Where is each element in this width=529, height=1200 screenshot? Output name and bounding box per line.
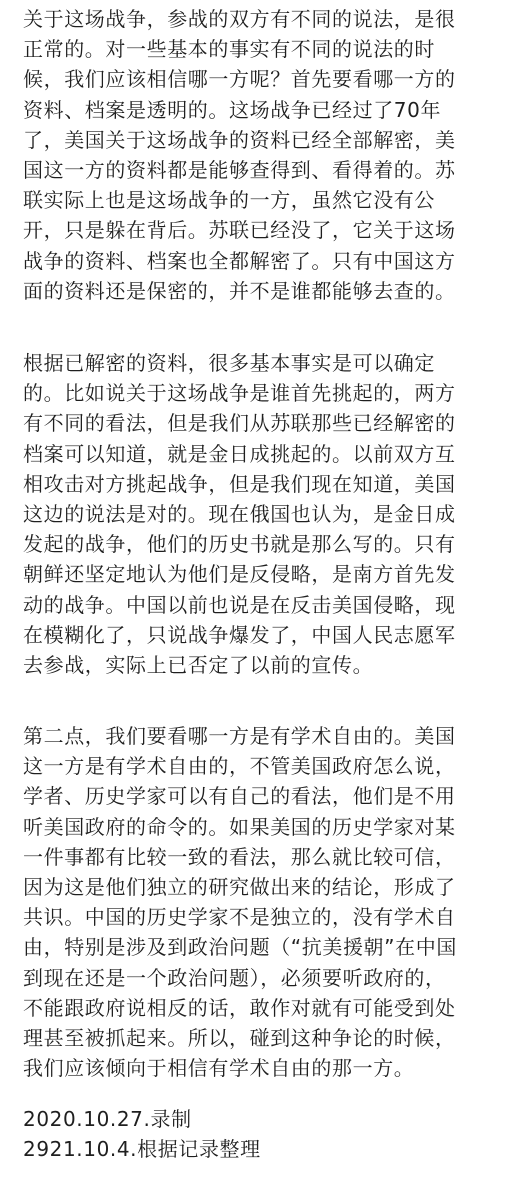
text-line: 在模糊化了，只说战争爆发了，中国人民志愿军	[23, 622, 456, 647]
text-line: 的。比如说关于这场战争是谁首先挑起的，两方	[23, 381, 456, 406]
paragraph-3	[23, 721, 457, 1083]
text-line: 发起的战争，他们的历史书就是那么写的。只有	[23, 532, 456, 557]
text-line: 由，特别是涉及到政治问题（“抗美援朝”在中国	[23, 935, 457, 960]
text-line: 共识。中国的历史学家不是独立的，没有学术自	[23, 905, 456, 930]
text-line: 关于这场战争，参战的双方有不同的说法，是很	[23, 7, 456, 31]
text-line: 动的战争。中国以前也说是在反击美国侵略，现	[23, 592, 456, 617]
text-line: 档案可以知道，就是金日成挑起的。以前双方互	[23, 441, 456, 466]
text-line: 听美国政府的命令的。如果美国的历史学家对某	[23, 814, 456, 839]
text-line: 有不同的看法，但是我们从苏联那些已经解密的	[23, 411, 456, 436]
paragraph-2	[23, 348, 456, 680]
text-line: 这边的说法是对的。现在俄国也认为，是金日成	[23, 502, 456, 527]
text-line: 候，我们应该相信哪一方呢？首先要看哪一方的	[23, 67, 456, 92]
text-line: 面的资料还是保密的，并不是谁都能够去查的。	[23, 278, 456, 303]
text-line: 相攻击对方挑起战争，但是我们现在知道，美国	[23, 471, 456, 496]
transcription-date: 2921.10.4.根据记录整理	[23, 1137, 261, 1162]
recording-date: 2020.10.27.录制	[23, 1107, 192, 1131]
text-line: 资料、档案是透明的。这场战争已经过了70年	[23, 97, 442, 122]
text-line: 一件事都有比较一致的看法，那么就比较可信，	[23, 844, 456, 869]
text-line: 这一方是有学术自由的，不管美国政府怎么说，	[23, 754, 456, 779]
text-line: 第二点，我们要看哪一方是有学术自由的。美国	[23, 724, 456, 748]
paragraph-1	[23, 4, 456, 306]
text-line: 到现在还是一个政治问题），必须要听政府的，	[23, 965, 446, 990]
text-line: 因为这是他们独立的研究做出来的结论，形成了	[23, 875, 456, 900]
text-line: 联实际上也是这场战争的一方，虽然它没有公	[23, 188, 435, 213]
text-line: 朝鲜还坚定地认为他们是反侵略，是南方首先发	[23, 562, 456, 587]
text-line: 我们应该倾向于相信有学术自由的那一方。	[23, 1056, 415, 1081]
text-line: 战争的资料、档案也全都解密了。只有中国这方	[23, 248, 456, 273]
text-line: 根据已解密的资料，很多基本事实是可以确定	[23, 351, 435, 375]
text-line: 不能跟政府说相反的话，敢作对就有可能受到处	[23, 995, 456, 1020]
text-line: 国这一方的资料都是能够查得到、看得着的。苏	[23, 158, 456, 183]
text-line: 了，美国关于这场战争的资料已经全部解密，美	[23, 127, 456, 152]
text-line: 去参战，实际上已否定了以前的宣传。	[23, 653, 374, 678]
text-line: 正常的。对一些基本的事实有不同的说法的时	[23, 37, 435, 62]
footer-notes	[23, 1104, 261, 1164]
text-line: 开，只是躲在背后。苏联已经没了，它关于这场	[23, 218, 456, 243]
text-line: 学者、历史学家可以有自己的看法，他们是不用	[23, 784, 456, 809]
text-line: 理甚至被抓起来。所以，碰到这种争论的时候，	[23, 1026, 456, 1051]
